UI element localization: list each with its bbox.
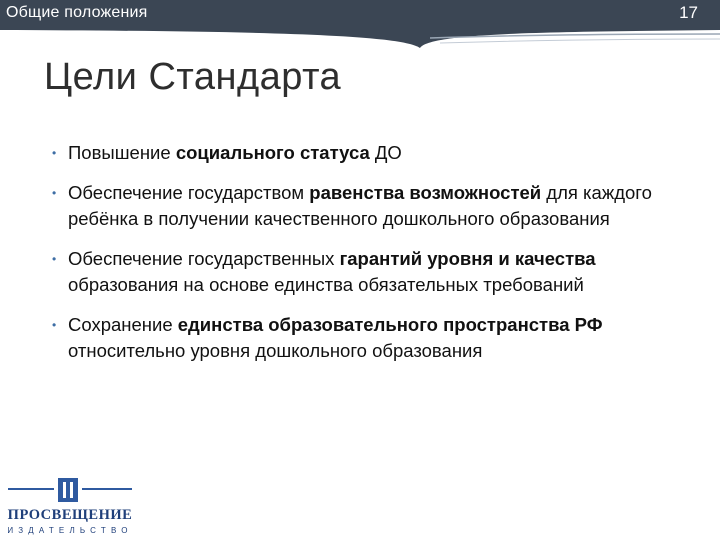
bullet-text: Обеспечение государством — [68, 182, 310, 203]
logo-emblem-icon — [58, 478, 78, 502]
prosveshchenie-logo — [0, 476, 140, 540]
bullet-text: Обеспечение государственных — [68, 248, 340, 269]
bullet-item — [52, 140, 692, 166]
bullet-emphasis: равенства возможностей — [309, 182, 542, 203]
bullet-emphasis: единства образовательного пространства РФ — [177, 314, 603, 335]
header-swoosh-decoration — [0, 26, 720, 52]
bullet-text: для каждого ребёнка в получении качественного дошкольного образования — [68, 182, 652, 229]
bullet-item — [52, 246, 692, 298]
slide-number: 17 — [679, 3, 698, 22]
bullet-text: Сохранение — [68, 314, 178, 335]
bullet-emphasis: социального статуса — [175, 142, 370, 163]
bullet-item — [52, 312, 692, 364]
header-bar — [0, 0, 720, 28]
bullet-marker-icon: • — [52, 252, 57, 266]
bullet-marker-icon: • — [52, 146, 57, 160]
logo-subtitle: ИЗДАТЕЛЬСТВО — [7, 526, 133, 535]
bullet-marker-icon: • — [52, 318, 57, 332]
logo-line-left — [8, 488, 54, 490]
slide-title: Цели Стандарта — [44, 56, 342, 98]
bullet-text: ДО — [369, 142, 402, 163]
logo-name: ПРОСВЕЩЕНИЕ — [7, 507, 133, 523]
bullet-emphasis: гарантий уровня и качества — [339, 248, 596, 269]
bullet-text: относительно уровня дошкольного образования — [68, 340, 483, 361]
bullet-marker-icon: • — [52, 186, 57, 200]
bullet-item — [52, 180, 692, 232]
bullet-text: Повышение — [68, 142, 176, 163]
section-title: Общие положения — [6, 4, 148, 21]
bullet-list — [52, 140, 692, 378]
bullet-text: образования на основе единства обязательных требований — [68, 274, 584, 295]
logo-line-right — [82, 488, 132, 490]
